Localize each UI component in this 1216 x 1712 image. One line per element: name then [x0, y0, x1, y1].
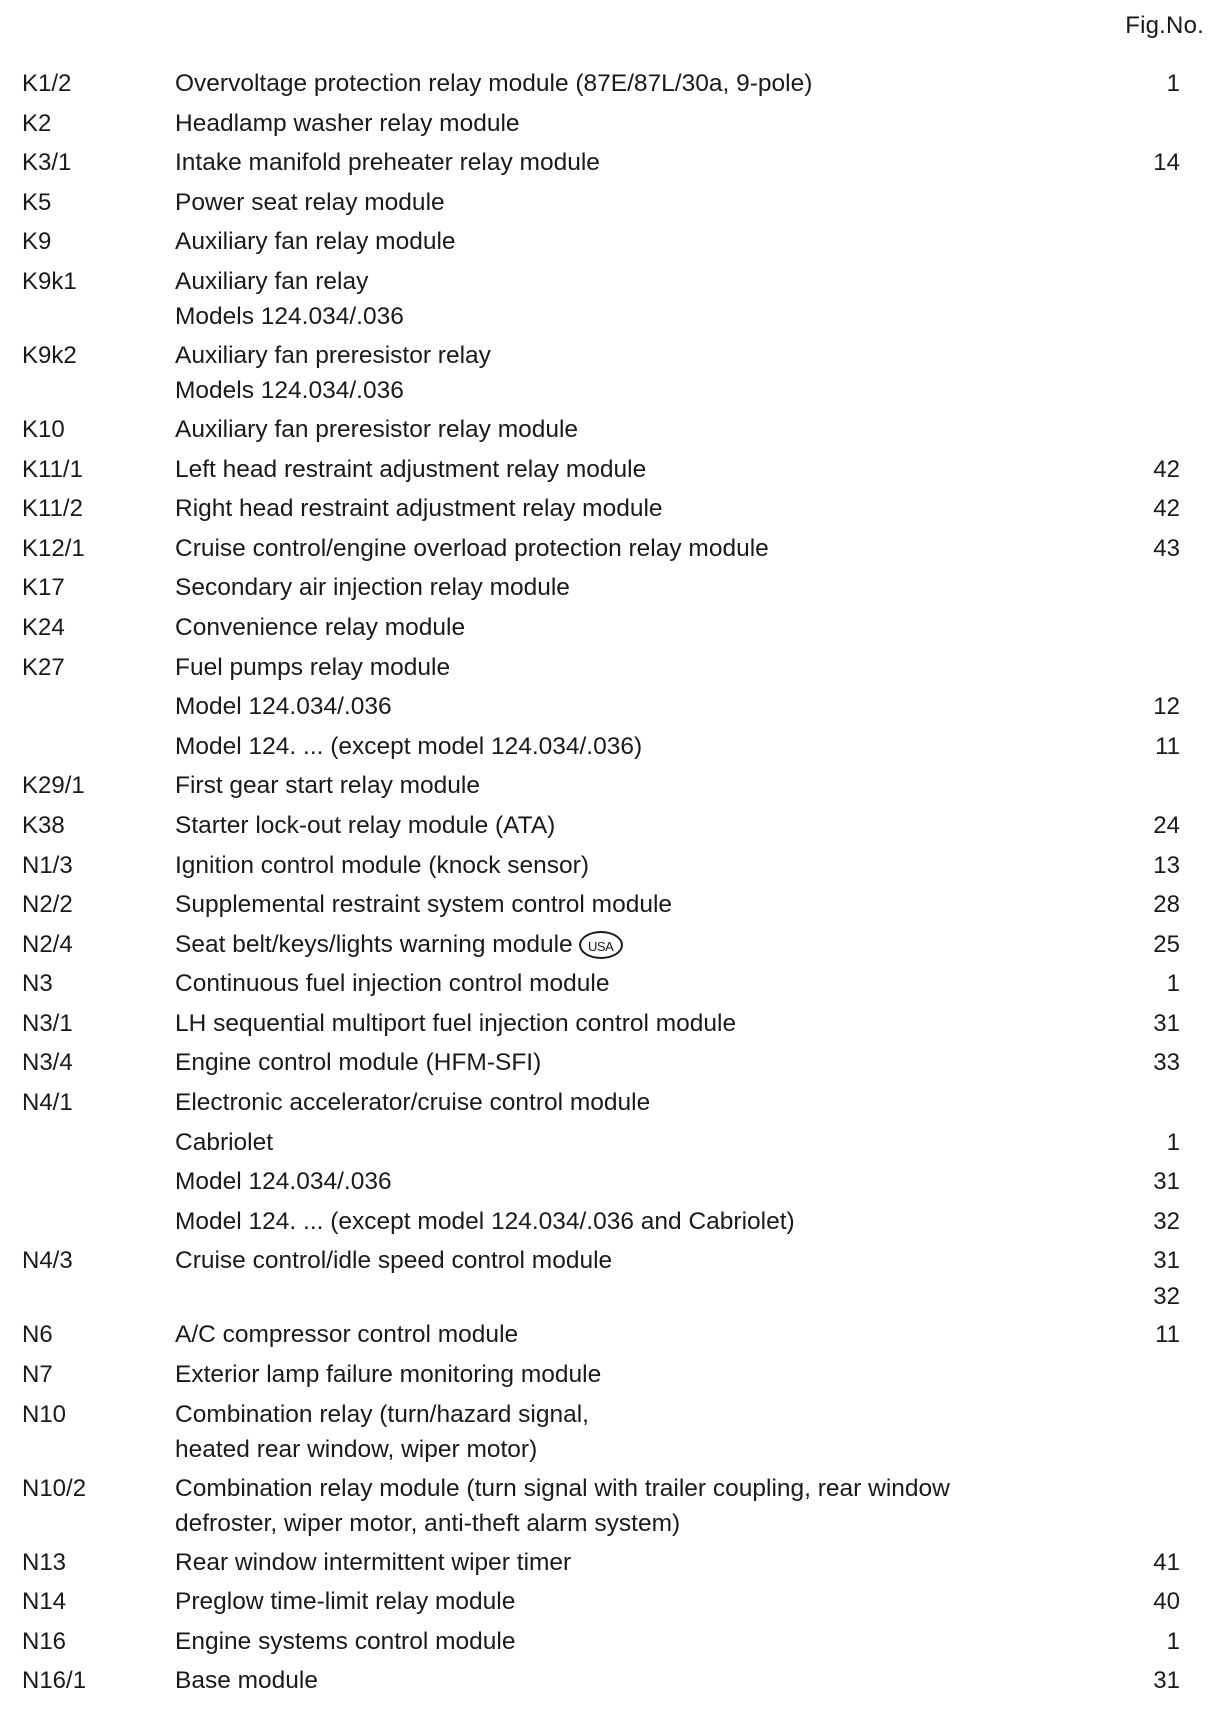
description-line	[175, 610, 1095, 645]
list-item	[0, 1045, 1216, 1085]
description-text: Cruise control/engine overload protection relay module	[175, 534, 769, 562]
component-code: K2	[22, 109, 52, 137]
component-description	[175, 224, 1095, 259]
description-text: Right head restraint adjustment relay module	[175, 495, 663, 523]
figure-number	[1153, 1243, 1180, 1315]
description-text: Electronic accelerator/cruise control module	[175, 1089, 651, 1117]
description-text: Overvoltage protection relay module (87E/87L/30a, 9-pole)	[175, 70, 813, 97]
component-code: N10	[22, 1400, 67, 1428]
figure-number-value: 11	[1155, 732, 1180, 760]
list-item	[0, 338, 1216, 412]
component-description	[175, 650, 1095, 685]
component-description	[175, 689, 1095, 724]
component-description	[175, 927, 1095, 962]
list-item	[0, 1243, 1216, 1317]
component-code: K38	[22, 811, 65, 839]
list-item	[0, 491, 1216, 531]
list-item	[0, 927, 1216, 967]
figure-number-value: 14	[1153, 149, 1180, 177]
component-description	[175, 106, 1095, 141]
figure-number-value: 42	[1153, 455, 1180, 483]
description-text: Auxiliary fan preresistor relay	[175, 341, 491, 369]
description-line	[175, 768, 1095, 803]
component-description	[175, 1357, 1095, 1392]
description-text: Convenience relay module	[175, 613, 466, 641]
description-text: Left head restraint adjustment relay module	[175, 455, 647, 483]
description-text: First gear start relay module	[175, 772, 480, 800]
description-line	[175, 373, 1095, 408]
description-text: Supplemental restraint system control module	[175, 891, 673, 919]
component-code: N7	[22, 1361, 53, 1389]
figure-number-value: 25	[1153, 930, 1180, 958]
description-text: Secondary air injection relay module	[175, 574, 570, 602]
component-code: N2/4	[22, 930, 73, 958]
list-item	[0, 650, 1216, 690]
description-line	[175, 1624, 1095, 1659]
figure-number	[1167, 966, 1180, 1002]
figure-number	[1153, 689, 1180, 725]
figure-number	[1167, 66, 1180, 102]
description-text: Fuel pumps relay module	[175, 653, 451, 681]
list-item	[0, 531, 1216, 571]
description-text: Continuous fuel injection control module	[175, 970, 610, 998]
figure-number	[1153, 1663, 1180, 1699]
description-text: heated rear window, wiper motor)	[175, 1435, 538, 1463]
component-description	[175, 570, 1095, 605]
component-code: N10/2	[22, 1474, 87, 1502]
component-code: N4/1	[22, 1089, 73, 1117]
description-line	[175, 1506, 1095, 1541]
figure-number-value: 1	[1166, 70, 1180, 97]
description-line	[175, 299, 1095, 334]
description-line	[175, 185, 1095, 220]
component-description	[175, 1663, 1095, 1698]
list-item	[0, 808, 1216, 848]
component-code: K9k2	[22, 341, 77, 369]
figure-number-value: 24	[1153, 811, 1180, 839]
component-code: N16/1	[22, 1667, 87, 1695]
component-code: K10	[22, 415, 65, 443]
figure-number	[1153, 491, 1180, 527]
description-line	[175, 1397, 1095, 1432]
description-line	[175, 1663, 1095, 1698]
description-text: LH sequential multiport fuel injection control module	[175, 1009, 737, 1037]
description-line	[175, 412, 1095, 447]
list-item	[0, 1624, 1216, 1664]
list-item	[0, 768, 1216, 808]
list-item	[0, 610, 1216, 650]
usa-badge-icon: USA	[579, 931, 623, 959]
list-item	[0, 1125, 1216, 1165]
list-item	[0, 224, 1216, 264]
component-description	[175, 1317, 1095, 1352]
component-code: K11/1	[22, 455, 83, 483]
figure-number-value: 40	[1153, 1588, 1180, 1616]
list-item	[0, 106, 1216, 146]
list-item	[0, 1357, 1216, 1397]
component-code: K29/1	[22, 772, 85, 800]
component-code: N13	[22, 1548, 67, 1576]
component-description	[175, 887, 1095, 922]
figure-number-value: 31	[1153, 1168, 1180, 1196]
component-list	[0, 66, 1216, 1703]
fig-no-header: Fig.No.	[1125, 12, 1204, 39]
description-text: Starter lock-out relay module (ATA)	[175, 811, 556, 839]
list-item	[0, 1584, 1216, 1624]
description-line	[175, 848, 1095, 883]
list-item	[0, 1006, 1216, 1046]
figure-number	[1155, 729, 1180, 765]
description-line	[175, 1545, 1095, 1580]
description-text: Model 124. ... (except model 124.034/.036 and Cabriolet)	[175, 1207, 795, 1235]
component-code: N3/1	[22, 1009, 73, 1037]
description-text: Auxiliary fan relay module	[175, 228, 456, 256]
description-text: Base module	[175, 1667, 319, 1695]
description-line	[175, 491, 1095, 526]
component-code: K3/1	[22, 149, 72, 177]
description-line	[175, 1584, 1095, 1619]
description-text: Model 124.034/.036	[175, 693, 392, 721]
description-line	[175, 1432, 1095, 1467]
description-text: Intake manifold preheater relay module	[175, 149, 600, 177]
description-line	[175, 1317, 1095, 1352]
figure-number	[1153, 452, 1180, 488]
component-description	[175, 848, 1095, 883]
figure-number-value: 28	[1153, 891, 1180, 919]
description-line	[175, 650, 1095, 685]
list-item	[0, 1204, 1216, 1244]
description-text: Auxiliary fan relay	[175, 267, 369, 295]
figure-number	[1153, 927, 1180, 963]
component-code: K27	[22, 653, 65, 681]
figure-number-value: 1	[1166, 970, 1180, 998]
description-text: Cabriolet	[175, 1128, 274, 1156]
figure-number-value: 11	[1155, 1321, 1180, 1349]
figure-number	[1153, 1164, 1180, 1200]
figure-number-value: 1	[1166, 1627, 1180, 1655]
description-text: Models 124.034/.036	[175, 376, 404, 404]
component-description	[175, 66, 1095, 101]
description-line	[175, 689, 1095, 724]
description-text: Combination relay module (turn signal with trailer coupling, rear window	[175, 1474, 950, 1502]
component-code: K11/2	[22, 495, 83, 523]
description-text: Engine systems control module	[175, 1627, 516, 1655]
description-text: Headlamp washer relay module	[175, 109, 520, 137]
component-code: N3	[22, 970, 53, 998]
description-text: Model 124. ... (except model 124.034/.036)	[175, 732, 643, 760]
figure-number-value: 43	[1153, 534, 1180, 562]
component-description	[175, 185, 1095, 220]
figure-number	[1153, 1006, 1180, 1042]
description-line	[175, 1204, 1095, 1239]
list-item	[0, 1545, 1216, 1585]
list-item	[0, 689, 1216, 729]
list-item	[0, 1164, 1216, 1204]
component-description	[175, 1397, 1095, 1467]
figure-number-value: 32	[1153, 1207, 1180, 1235]
figure-number	[1153, 1584, 1180, 1620]
component-code: N6	[22, 1321, 53, 1349]
figure-number	[1167, 1125, 1180, 1161]
figure-number-value: 12	[1153, 693, 1180, 721]
figure-number-value: 33	[1153, 1049, 1180, 1077]
figure-number-value: 31	[1153, 1247, 1180, 1275]
list-item	[0, 848, 1216, 888]
figure-number-value: 1	[1166, 1128, 1180, 1156]
list-item	[0, 966, 1216, 1006]
description-line	[175, 1085, 1095, 1120]
figure-number	[1153, 1045, 1180, 1081]
figure-number-value: 32	[1153, 1283, 1180, 1311]
description-line	[175, 927, 1095, 962]
component-code: N1/3	[22, 851, 73, 879]
description-line	[175, 570, 1095, 605]
component-description	[175, 1045, 1095, 1080]
description-text: Ignition control module (knock sensor)	[175, 851, 589, 879]
component-description	[175, 1006, 1095, 1041]
component-description	[175, 966, 1095, 1001]
component-code: K9	[22, 228, 52, 256]
list-item	[0, 1397, 1216, 1471]
component-code: N16	[22, 1627, 67, 1655]
description-line	[175, 887, 1095, 922]
description-text: Auxiliary fan preresistor relay module	[175, 415, 579, 443]
description-text: Cruise control/idle speed control module	[175, 1247, 613, 1275]
list-item	[0, 66, 1216, 106]
component-code: N3/4	[22, 1049, 73, 1077]
description-text: defroster, wiper motor, anti-theft alarm system)	[175, 1509, 681, 1537]
figure-number	[1167, 1624, 1180, 1660]
figure-number-value: 41	[1153, 1548, 1180, 1576]
description-line	[175, 1006, 1095, 1041]
description-text: Models 124.034/.036	[175, 302, 404, 330]
description-line	[175, 224, 1095, 259]
description-text: Model 124.034/.036	[175, 1168, 392, 1196]
component-description	[175, 729, 1095, 764]
description-line	[175, 66, 1095, 101]
figure-number-value: 31	[1153, 1009, 1180, 1037]
component-description	[175, 1243, 1095, 1278]
list-item	[0, 452, 1216, 492]
description-line	[175, 966, 1095, 1001]
description-line	[175, 452, 1095, 487]
component-code: N14	[22, 1588, 67, 1616]
component-description	[175, 1125, 1095, 1160]
figure-number	[1155, 1317, 1180, 1353]
description-text: Preglow time-limit relay module	[175, 1588, 516, 1616]
description-text: A/C compressor control module	[175, 1321, 519, 1349]
figure-number	[1153, 1204, 1180, 1240]
list-item	[0, 570, 1216, 610]
component-description	[175, 808, 1095, 843]
component-code: K5	[22, 188, 52, 216]
list-item	[0, 145, 1216, 185]
description-line	[175, 729, 1095, 764]
list-item	[0, 1663, 1216, 1703]
list-item	[0, 729, 1216, 769]
figure-number-value: 31	[1153, 1667, 1180, 1695]
description-text: Combination relay (turn/hazard signal,	[175, 1400, 589, 1428]
component-description	[175, 338, 1095, 408]
list-item	[0, 412, 1216, 452]
component-code: K1/2	[22, 70, 72, 97]
figure-number	[1153, 1545, 1180, 1581]
component-description	[175, 452, 1095, 487]
description-text: Exterior lamp failure monitoring module	[175, 1361, 602, 1389]
component-description	[175, 264, 1095, 334]
description-line	[175, 1164, 1095, 1199]
component-description	[175, 1624, 1095, 1659]
description-line	[175, 808, 1095, 843]
component-description	[175, 491, 1095, 526]
list-item	[0, 887, 1216, 927]
list-item	[0, 185, 1216, 225]
description-line	[175, 338, 1095, 373]
component-description	[175, 531, 1095, 566]
component-description	[175, 1164, 1095, 1199]
component-description	[175, 1545, 1095, 1580]
figure-number	[1153, 531, 1180, 567]
component-code: N2/2	[22, 891, 73, 919]
component-description	[175, 412, 1095, 447]
figure-number	[1153, 808, 1180, 844]
description-line	[175, 1045, 1095, 1080]
list-item	[0, 1317, 1216, 1357]
description-line	[175, 1357, 1095, 1392]
description-line	[175, 1125, 1095, 1160]
component-code: K17	[22, 574, 65, 602]
list-item	[0, 264, 1216, 338]
description-line	[175, 1471, 1095, 1506]
description-line	[175, 106, 1095, 141]
component-description	[175, 1471, 1095, 1541]
figure-number	[1153, 848, 1180, 884]
list-item	[0, 1471, 1216, 1545]
description-text: Seat belt/keys/lights warning module	[175, 930, 573, 958]
component-code: K12/1	[22, 534, 85, 562]
component-description	[175, 768, 1095, 803]
figure-number	[1153, 145, 1180, 181]
figure-number-value: 13	[1153, 851, 1180, 879]
description-line	[175, 264, 1095, 299]
figure-number-value: 42	[1153, 495, 1180, 523]
list-item	[0, 1085, 1216, 1125]
component-description	[175, 145, 1095, 180]
description-line	[175, 1243, 1095, 1278]
description-text: Power seat relay module	[175, 188, 445, 216]
description-text: Rear window intermittent wiper timer	[175, 1548, 572, 1576]
component-description	[175, 1584, 1095, 1619]
component-code: K24	[22, 613, 65, 641]
component-code: N4/3	[22, 1247, 73, 1275]
description-line	[175, 145, 1095, 180]
description-text: Engine control module (HFM-SFI)	[175, 1049, 542, 1077]
component-description	[175, 1085, 1095, 1120]
component-description	[175, 1204, 1095, 1239]
component-code: K9k1	[22, 267, 77, 295]
figure-number	[1153, 887, 1180, 923]
component-description	[175, 610, 1095, 645]
description-line	[175, 531, 1095, 566]
